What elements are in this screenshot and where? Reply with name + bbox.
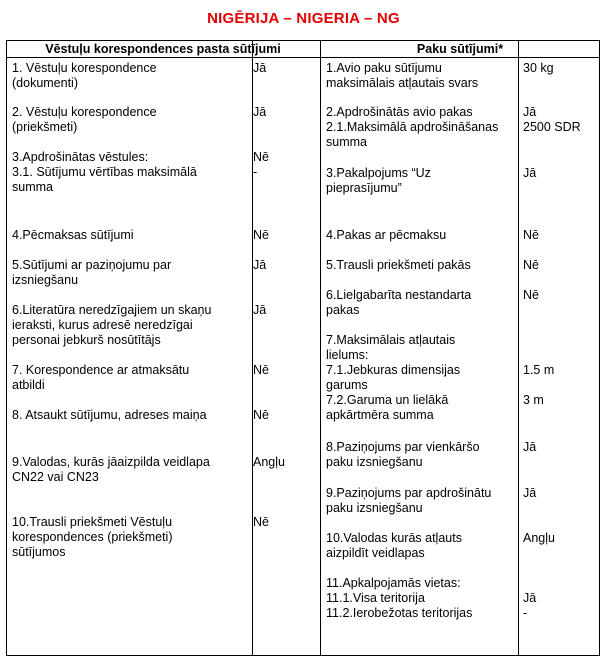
left-item-label: (dokumenti)	[12, 76, 78, 90]
right-item-label: 11.Apkalpojamās vietas:	[326, 576, 461, 590]
left-item-label: 9.Valodas, kurās jāaizpilda veidlapa	[12, 455, 210, 469]
right-item-value: Nē	[523, 258, 539, 272]
right-item-label: 5.Trausli priekšmeti pakās	[326, 258, 471, 272]
right-item-label: pakas	[326, 303, 360, 317]
left-item-label: 2. Vēstuļu korespondence	[12, 105, 157, 119]
left-item-label: 10.Trausli priekšmeti Vēstuļu	[12, 515, 173, 529]
left-item-value: Nē	[253, 228, 269, 242]
right-item-value: -	[523, 606, 528, 620]
left-item-label: 3.1. Sūtījumu vērtības maksimālā	[12, 165, 197, 179]
right-item-label: 7.2.Garuma un lielākā	[326, 393, 449, 407]
right-item-value: 2500 SDR	[523, 120, 581, 134]
left-item-value: Jā	[253, 61, 267, 75]
right-item-label: apkārtmēra summa	[326, 408, 434, 422]
left-item-label: 1. Vēstuļu korespondence	[12, 61, 157, 75]
left-item-value: Nē	[253, 408, 269, 422]
right-item-value: Angļu	[523, 531, 555, 545]
left-item-label: korespondences (priekšmeti)	[12, 530, 173, 544]
right-item-value: Nē	[523, 228, 539, 242]
right-item-value: 3 m	[523, 393, 544, 407]
left-item-value: Nē	[253, 363, 269, 377]
column-divider	[518, 40, 519, 656]
header-letter-mail: Vēstuļu korespondences pasta sūtījumi	[45, 42, 281, 56]
left-item-label: 3.Apdrošinātas vēstules:	[12, 150, 149, 164]
left-item-label: personai jebkurš nosūtītājs	[12, 333, 161, 347]
right-item-value: Jā	[523, 166, 537, 180]
right-item-label: paku izsniegšanu	[326, 455, 423, 469]
right-item-label: 3.Pakalpojums “Uz	[326, 166, 431, 180]
left-item-value: Jā	[253, 303, 267, 317]
left-item-value: Angļu	[253, 455, 285, 469]
column-divider	[320, 40, 321, 656]
right-item-label: 11.2.Ierobežotas teritorijas	[326, 606, 473, 620]
column-divider	[252, 40, 253, 656]
right-item-label: garums	[326, 378, 368, 392]
left-item-label: summa	[12, 180, 53, 194]
services-table	[6, 40, 600, 656]
right-item-label: maksimālais atļautais svars	[326, 76, 479, 90]
right-item-label: 8.Paziņojums par vienkāršo	[326, 440, 480, 454]
left-item-label: 4.Pēcmaksas sūtījumi	[12, 228, 134, 242]
left-item-label: (priekšmeti)	[12, 120, 78, 134]
right-item-label: 6.Lielgabarīta nestandarta	[326, 288, 472, 302]
header-divider	[6, 57, 600, 58]
left-item-value: Nē	[253, 150, 269, 164]
left-item-label: izsniegšanu	[12, 273, 79, 287]
left-item-label: 5.Sūtījumi ar paziņojumu par	[12, 258, 172, 272]
right-item-label: 11.1.Visa teritorija	[326, 591, 425, 605]
right-item-label: 9.Paziņojums par apdrošinātu	[326, 486, 492, 500]
right-item-value: Jā	[523, 105, 537, 119]
right-item-label: summa	[326, 135, 367, 149]
right-item-label: lielums:	[326, 348, 369, 362]
left-item-label: atbildi	[12, 378, 45, 392]
left-item-label: 7. Korespondence ar atmaksātu	[12, 363, 190, 377]
right-item-label: 2.1.Maksimālā apdrošināšanas	[326, 120, 499, 134]
right-item-label: 1.Avio paku sūtījumu	[326, 61, 442, 75]
left-item-label: CN22 vai CN23	[12, 470, 99, 484]
left-item-value: Jā	[253, 258, 267, 272]
right-item-value: 30 kg	[523, 61, 554, 75]
right-item-label: pieprasījumu”	[326, 181, 402, 195]
left-item-label: 6.Literatūra neredzīgajiem un skaņu	[12, 303, 212, 317]
right-item-value: Jā	[523, 440, 537, 454]
right-item-value: Jā	[523, 591, 537, 605]
left-item-value: Jā	[253, 105, 267, 119]
right-item-value: Nē	[523, 288, 539, 302]
left-item-label: 8. Atsaukt sūtījumu, adreses maiņa	[12, 408, 207, 422]
left-item-label: ieraksti, kurus adresē neredzīgai	[12, 318, 193, 332]
right-item-label: aizpildīt veidlapas	[326, 546, 425, 560]
right-item-label: 10.Valodas kurās atļauts	[326, 531, 462, 545]
page-title: NIGĒRIJA – NIGERIA – NG	[207, 10, 400, 27]
right-item-label: paku izsniegšanu	[326, 501, 423, 515]
right-item-label: 7.Maksimālais atļautais	[326, 333, 456, 347]
left-item-value: -	[253, 165, 258, 179]
right-item-value: 1.5 m	[523, 363, 555, 377]
right-item-label: 4.Pakas ar pēcmaksu	[326, 228, 447, 242]
right-item-value: Jā	[523, 486, 537, 500]
left-item-label: sūtījumos	[12, 545, 66, 559]
left-item-value: Nē	[253, 515, 269, 529]
right-item-label: 7.1.Jebkuras dimensijas	[326, 363, 461, 377]
right-item-label: 2.Apdrošinātās avio pakas	[326, 105, 473, 119]
header-parcels: Paku sūtījumi*	[416, 42, 504, 56]
